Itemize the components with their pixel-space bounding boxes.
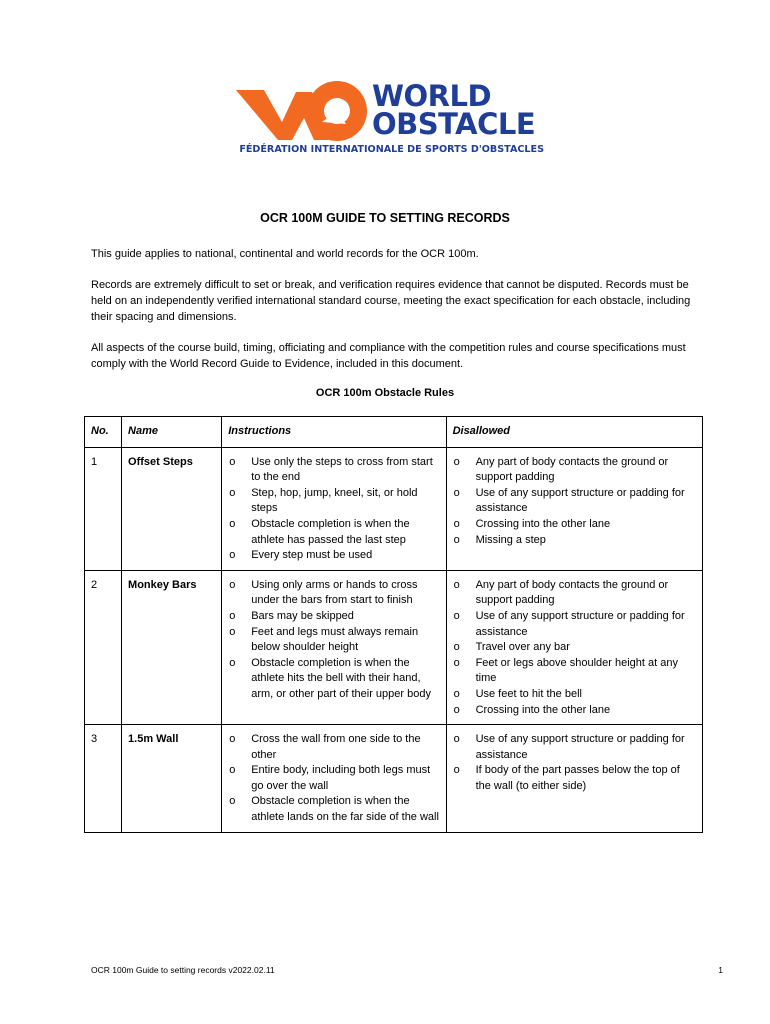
- obstacle-name: 1.5m Wall: [122, 725, 222, 833]
- paragraph-records: Records are extremely difficult to set or break, and verification requires evidence that cannot be disputed. Records must be held on an independently verified international standard course, meeting the exact specification for each obstacle, including their spacing and dimensions.: [91, 279, 691, 323]
- list-item: o Crossing into the other lane: [453, 703, 696, 719]
- paragraph-compliance: All aspects of the course build, timing, officiating and compliance with the competition rules and course specifications must comply with the World Record Guide to Evidence, included in this document.: [91, 342, 686, 370]
- list-item: o Missing a step: [453, 533, 696, 549]
- row-number: 2: [85, 570, 122, 724]
- table-row: [85, 725, 703, 833]
- disallowed-cell: [446, 447, 702, 570]
- list-item: o Use of any support structure or padding for assistance: [453, 486, 696, 517]
- list-item: o Obstacle completion is when the athlete has passed the last step: [228, 517, 439, 548]
- list-item: o Entire body, including both legs must go over the wall: [228, 763, 439, 794]
- logo-word-world: WORLD: [372, 79, 492, 113]
- list-item: o Use only the steps to cross from start to the end: [228, 455, 439, 486]
- obstacle-name: Monkey Bars: [122, 570, 222, 724]
- list-item: o Use feet to hit the bell: [453, 687, 696, 703]
- header-instructions: Instructions: [222, 417, 446, 448]
- footer-document-version: OCR 100m Guide to setting records v2022.02.11: [91, 965, 275, 975]
- list-item: o Bars may be skipped: [228, 609, 439, 625]
- header-disallowed: Disallowed: [446, 417, 702, 448]
- table-row: [85, 570, 703, 724]
- obstacle-name: Offset Steps: [122, 447, 222, 570]
- list-item: o Obstacle completion is when the athlete hits the bell with their hand, arm, or other part of their upper body: [228, 656, 439, 703]
- list-item: o Step, hop, jump, kneel, sit, or hold steps: [228, 486, 439, 517]
- list-item: o Cross the wall from one side to the other: [228, 732, 439, 763]
- list-item: o Use of any support structure or padding for assistance: [453, 609, 696, 640]
- instructions-cell: [222, 570, 446, 724]
- list-item: o Use of any support structure or padding for assistance: [453, 732, 696, 763]
- obstacle-rules-table: [84, 416, 703, 833]
- logo-word-obstacle: OBSTACLE: [372, 107, 536, 141]
- list-item: o Every step must be used: [228, 548, 439, 564]
- list-item: o Using only arms or hands to cross under the bars from start to finish: [228, 578, 439, 609]
- list-item: o Travel over any bar: [453, 640, 696, 656]
- instructions-cell: [222, 447, 446, 570]
- list-item: o Any part of body contacts the ground or support padding: [453, 578, 696, 609]
- list-item: o Any part of body contacts the ground or support padding: [453, 455, 696, 486]
- list-item: o If body of the part passes below the top of the wall (to either side): [453, 763, 696, 794]
- table-row: [85, 447, 703, 570]
- row-number: 3: [85, 725, 122, 833]
- table-header-row: [85, 417, 703, 448]
- table-title: OCR 100m Obstacle Rules: [315, 387, 455, 399]
- logo-mark-icon: [234, 78, 369, 144]
- footer-page-number: 1: [718, 965, 723, 975]
- list-item: o Crossing into the other lane: [453, 517, 696, 533]
- list-item: o Feet and legs must always remain below shoulder height: [228, 625, 439, 656]
- logo-tagline: FÉDÉRATION INTERNATIONALE DE SPORTS D'OBSTACLES: [239, 144, 544, 155]
- disallowed-cell: [446, 725, 702, 833]
- document-title: OCR 100M GUIDE TO SETTING RECORDS: [260, 211, 510, 225]
- header-name: Name: [122, 417, 222, 448]
- list-item: o Feet or legs above shoulder height at any time: [453, 656, 696, 687]
- paragraph-scope: This guide applies to national, continental and world records for the OCR 100m.: [91, 248, 479, 260]
- world-obstacle-logo: [234, 78, 544, 162]
- header-no: No.: [85, 417, 122, 448]
- list-item: o Obstacle completion is when the athlete lands on the far side of the wall: [228, 794, 439, 825]
- row-number: 1: [85, 447, 122, 570]
- disallowed-cell: [446, 570, 702, 724]
- instructions-cell: [222, 725, 446, 833]
